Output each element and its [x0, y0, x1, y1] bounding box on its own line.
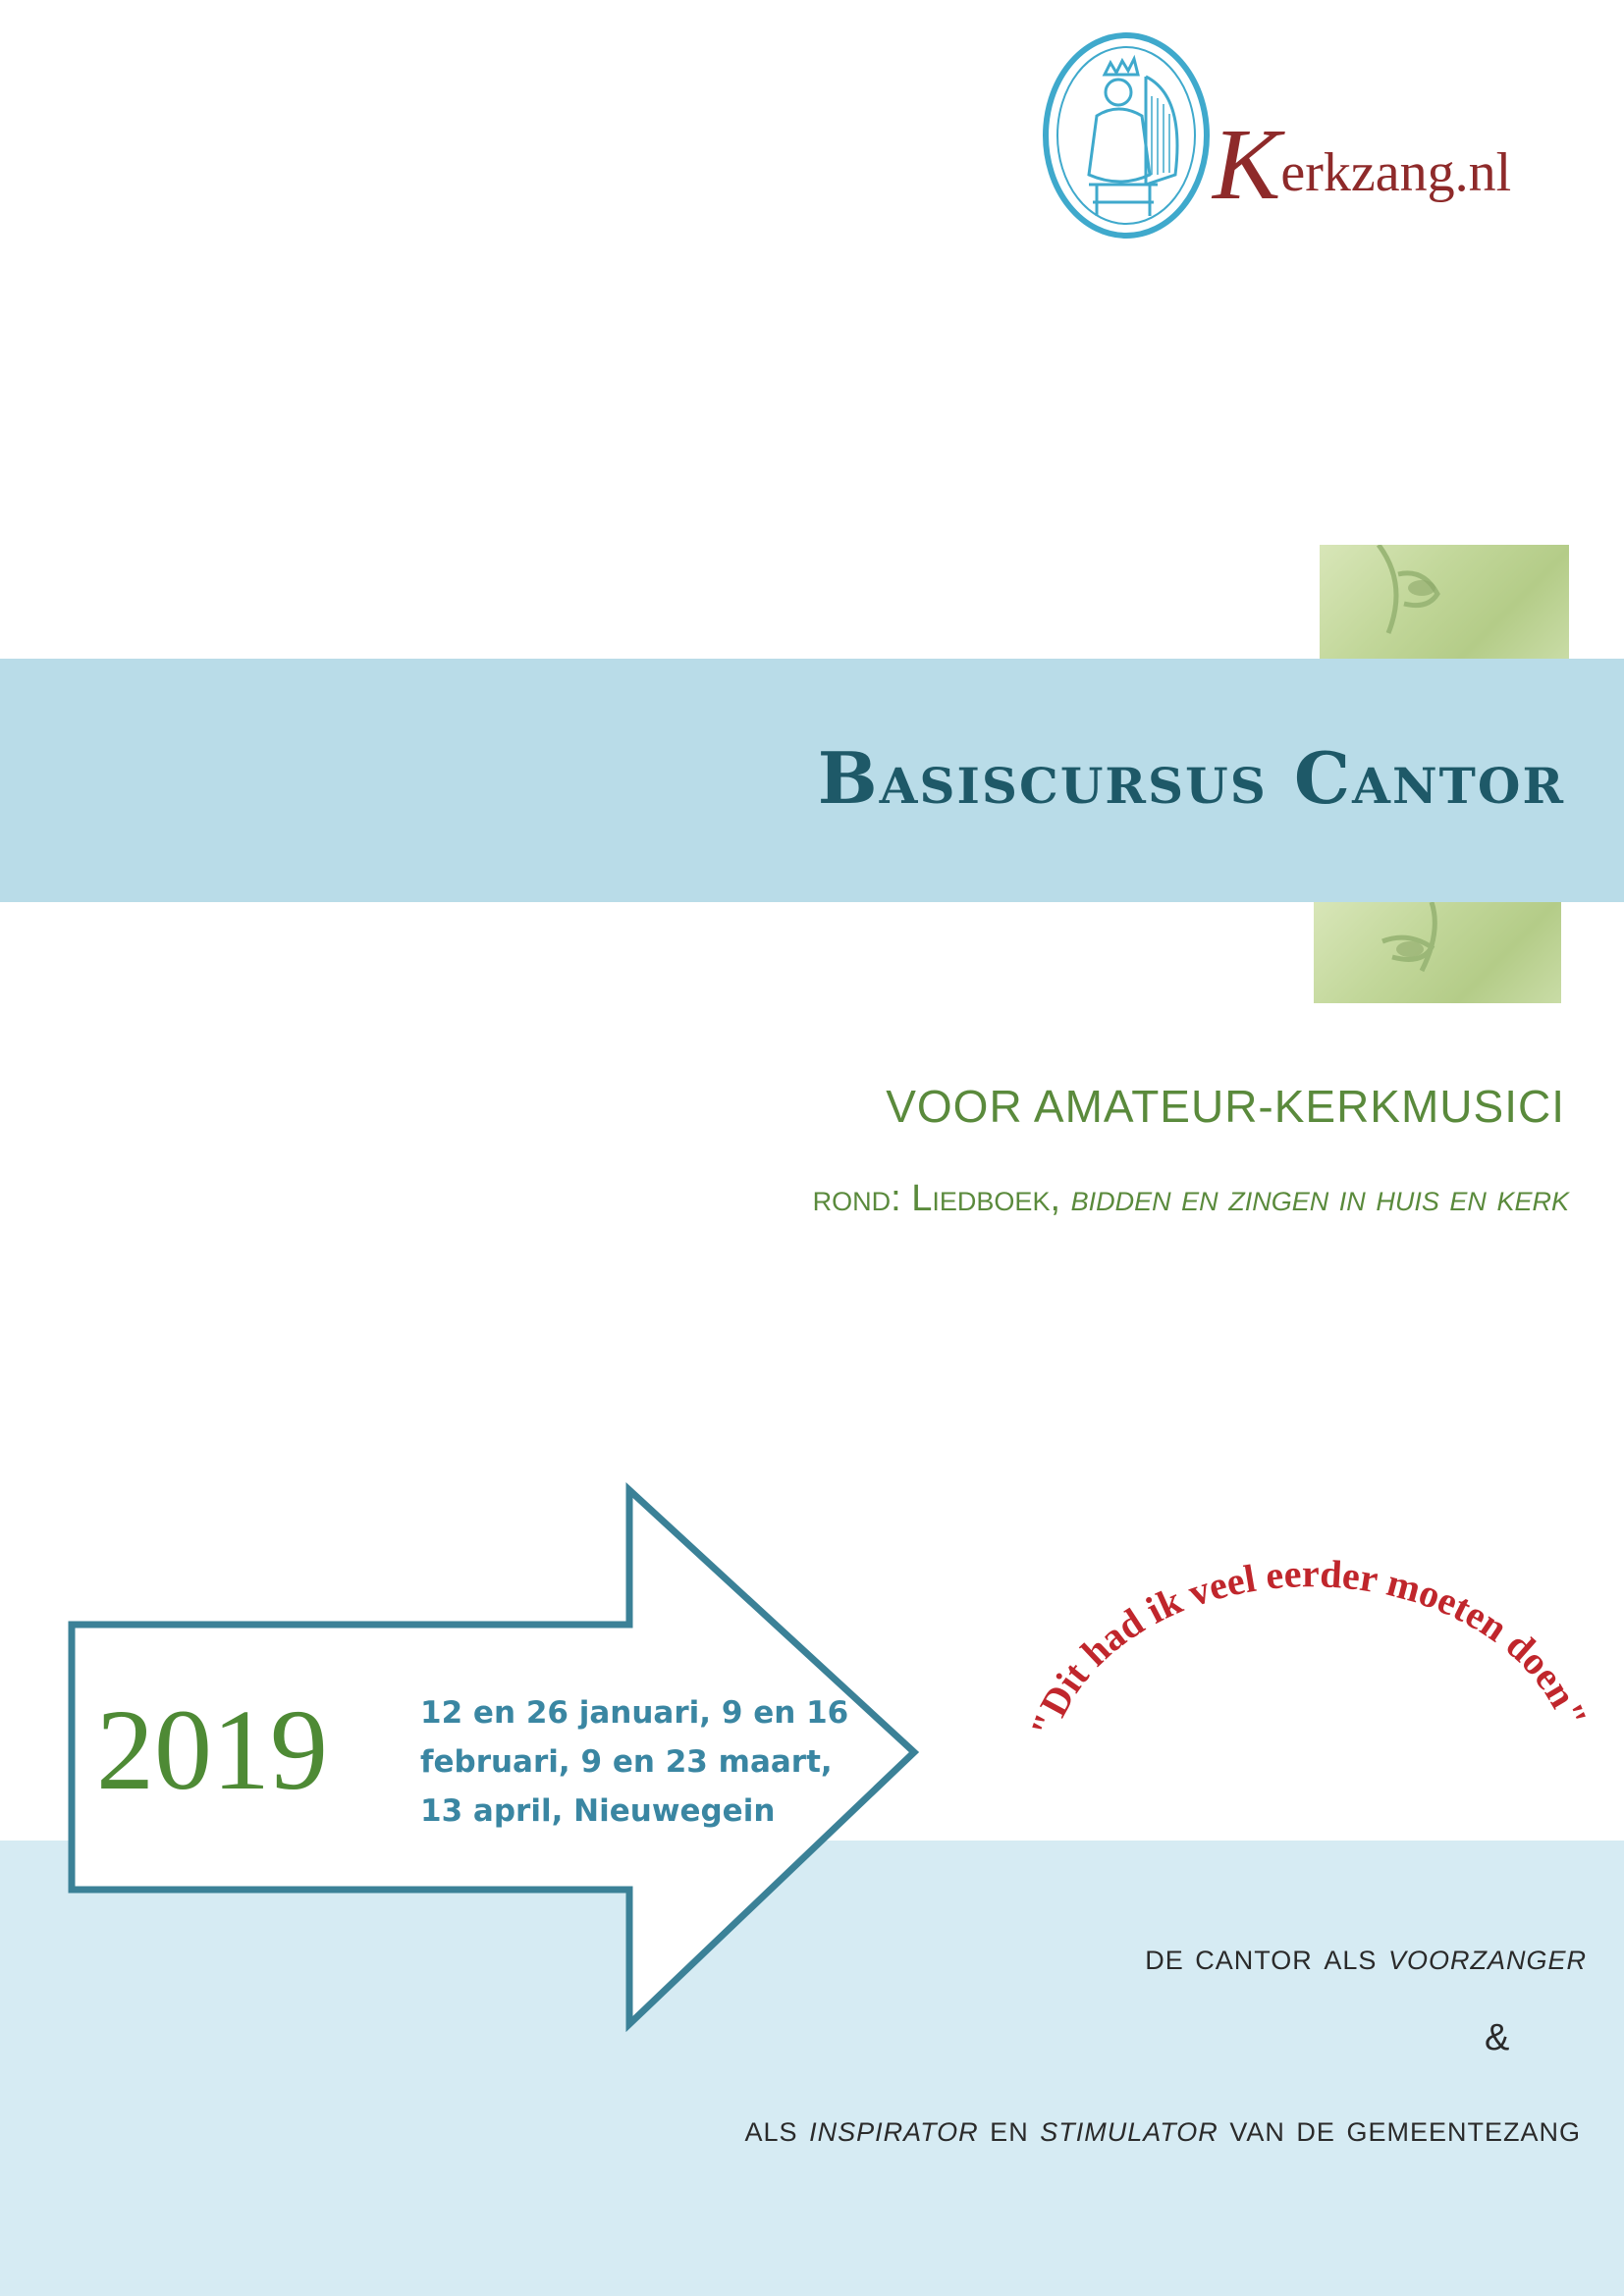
date-line: februari, 9 en 23 maart, [420, 1744, 833, 1780]
kerkzang-logo [1036, 27, 1546, 243]
course-year: 2019 [96, 1685, 328, 1814]
face-fragment-icon [1320, 545, 1569, 660]
face-fragment-icon [1314, 902, 1561, 1003]
testimonial-quote [1021, 1526, 1610, 1821]
quote-text: "Dit had ik veel eerder moeten doen" [1021, 1551, 1597, 1743]
role-line-1: de cantor als voorzanger [1145, 1937, 1587, 1978]
date-line: 12 en 26 januari, 9 en 16 [420, 1695, 849, 1731]
svg-text:"Dit had ik veel eerder moeten [1021, 1551, 1596, 1742]
page-title: Basiscursus Cantor [817, 736, 1565, 820]
role-line-2: als inspirator en stimulator van de gemeentezang [744, 2109, 1581, 2150]
texture-image-top [1320, 545, 1569, 660]
course-dates [420, 1688, 848, 1836]
harp-player-emblem-icon [1036, 27, 1222, 243]
date-line: 13 april, Nieuwegein [420, 1793, 776, 1829]
subtitle-audience: VOOR AMATEUR-KERKMUSICI [886, 1081, 1565, 1132]
ampersand: & [1485, 2017, 1510, 2058]
texture-image-bottom [1314, 902, 1561, 1003]
subtitle-songbook: rond: Liedboek, bidden en zingen in huis en kerk [812, 1178, 1569, 1219]
logo-wordmark: Kerkzang.nl [1213, 108, 1512, 221]
